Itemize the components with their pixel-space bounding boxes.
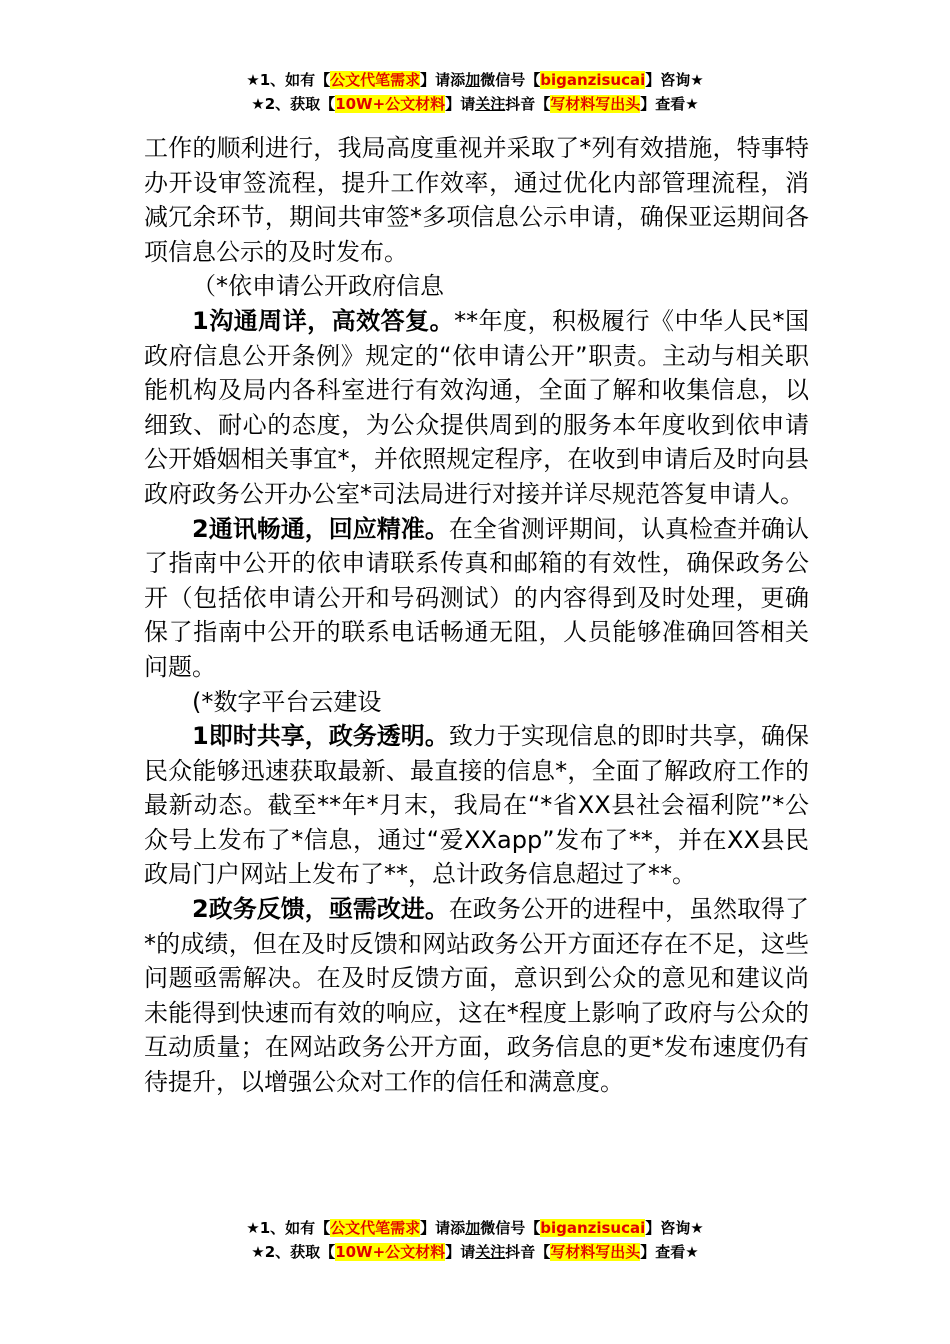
banner-text: 微信号【	[480, 1219, 541, 1237]
banner-highlight-douyin: 写材料写出头	[550, 1243, 641, 1261]
banner-text: 关注	[475, 95, 506, 113]
banner-text: 抖音【	[505, 95, 551, 113]
paragraph-lead: 2通讯畅通，回应精准。	[192, 514, 449, 543]
banner-text: 】请添	[420, 71, 466, 89]
section-heading: （*依申请公开政府信息	[192, 272, 444, 301]
header-banner	[0, 68, 950, 116]
banner-highlight-service: 公文代笔需求	[330, 71, 421, 89]
paragraph: 工作的顺利进行，我局高度重视并采取了*列有效措施，特事特办开设审签流程，提升工作效率，通过优化内部管理流程，消减冗余环节，期间共审签*多项信息公示申请，确保亚运期间各项信息公示的及时发布。	[144, 134, 809, 266]
banner-text: ★2、获取【	[251, 95, 336, 113]
paragraph	[144, 304, 809, 512]
banner-text: 】请	[445, 1243, 476, 1261]
banner-highlight-service: 公文代笔需求	[330, 1219, 421, 1237]
paragraph-lead: 2政务反馈，亟需改进。	[192, 895, 449, 924]
paragraph-text: 致力于实现信息的即时共享，确保民众能够迅速获取最新、最直接的信息*，全面了解政府工作的最新动态。截至**年*月末，我局在“*省XX县社会福利院”*公众号上发布了*信息，通过“爱XXapp”发布了**，并在XX县民政局门户网站上发布了**，总计政务信息超过了**。	[144, 722, 810, 889]
banner-line-2	[0, 1240, 950, 1264]
banner-text: 微信号【	[480, 71, 541, 89]
paragraph-text: 在政务公开的进程中，虽然取得了*的成绩，但在及时反馈和网站政务公开方面还存在不足，这些问题亟需解决。在及时反馈方面，意识到公众的意见和建议尚未能得到快速而有效的响应，这在*程度上影响了政府与公众的互动质量；在网站政务公开方面，政务信息的更*发布速度仍有待提升，以增强公众对工作的信任和满意度。	[144, 895, 810, 1097]
paragraph-text: 在全省测评期间，认真检查并确认了指南中公开的依申请联系传真和邮箱的有效性，确保政务公开（包括依申请公开和号码测试）的内容得到及时处理，更确保了指南中公开的联系电话畅通无阻，人员能够准确回答相关问题。	[144, 514, 810, 681]
banner-line-2	[0, 92, 950, 116]
banner-text: 加	[465, 71, 481, 89]
banner-highlight-douyin: 写材料写出头	[550, 95, 641, 113]
document-body	[144, 131, 809, 1100]
banner-highlight-materials: 10W+公文材料	[335, 95, 446, 113]
banner-line-1	[0, 1216, 950, 1240]
banner-text: 】查看★	[640, 95, 699, 113]
paragraph	[144, 512, 809, 685]
banner-line-1	[0, 68, 950, 92]
banner-highlight-wechat: biganzisucai	[540, 1219, 646, 1237]
banner-highlight-wechat: biganzisucai	[540, 71, 646, 89]
paragraph-lead: 1沟通周详，高效答复。	[192, 306, 455, 335]
banner-text: 加	[465, 1219, 481, 1237]
banner-text: ★1、如有【	[246, 1219, 331, 1237]
banner-text: ★2、获取【	[251, 1243, 336, 1261]
footer-banner	[0, 1216, 950, 1264]
banner-text: 】请	[445, 95, 476, 113]
section-heading: (*数字平台云建设	[192, 687, 382, 716]
paragraph	[144, 719, 809, 892]
banner-text: 】请添	[420, 1219, 466, 1237]
paragraph-lead: 1即时共享，政务透明。	[192, 722, 449, 751]
banner-text: ★1、如有【	[246, 71, 331, 89]
banner-highlight-materials: 10W+公文材料	[335, 1243, 446, 1261]
paragraph-text: **年度，积极履行《中华人民*国政府信息公开条例》规定的“依申请公开”职责。主动与相关职能机构及局内各科室进行有效沟通，全面了解和收集信息，以细致、耐心的态度，为公众提供周到的服务本年度收到依申请公开婚姻相关事宜*，并依照规定程序，在收到申请后及时向县政府政务公开办公室*司法局进行对接并详尽规范答复申请人。	[144, 306, 809, 508]
banner-text: 关注	[475, 1243, 506, 1261]
banner-text: 】查看★	[640, 1243, 699, 1261]
banner-text: 抖音【	[505, 1243, 551, 1261]
banner-text: 】咨询★	[645, 1219, 704, 1237]
banner-text: 】咨询★	[645, 71, 704, 89]
paragraph	[144, 892, 809, 1100]
